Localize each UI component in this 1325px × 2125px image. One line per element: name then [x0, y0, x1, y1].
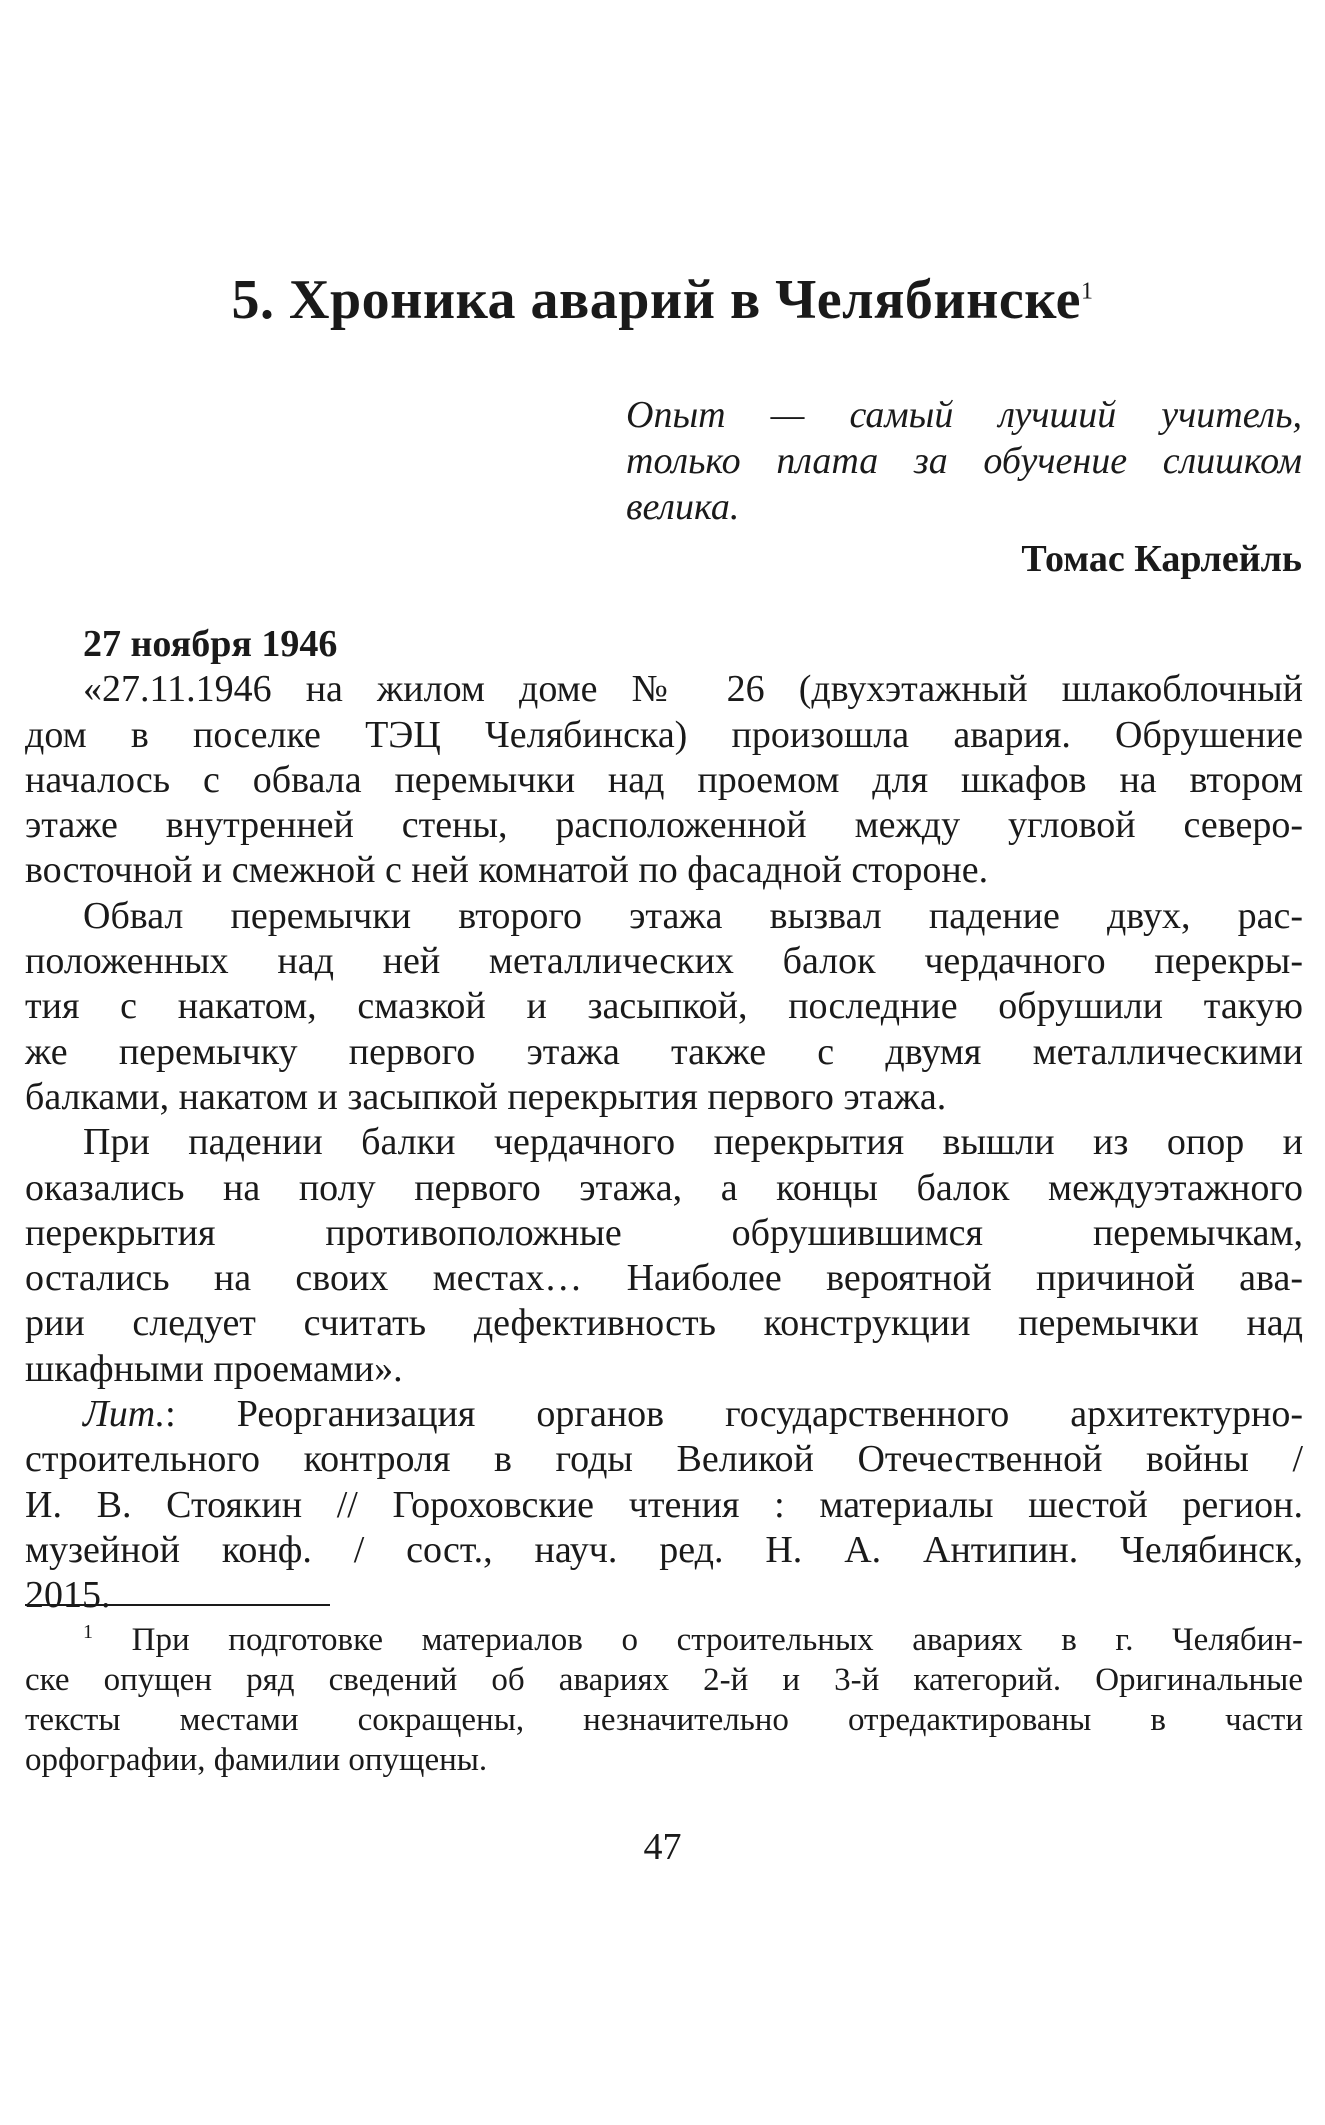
body-line: оказались на полу первого этажа, а концы балок междуэтажного [25, 1166, 1303, 1209]
footnote-ref: 1 [1080, 278, 1094, 305]
epigraph-line: велика. [626, 486, 740, 528]
chapter-title [0, 265, 1325, 335]
literature-label: Лит. [83, 1393, 166, 1436]
chapter-title-text: 5. Хроника аварий в Челябинске [231, 269, 1081, 331]
body-line: началось с обвала перемычки над проемом для шкафов на втором [25, 758, 1303, 801]
page-number: 47 [643, 1826, 682, 1868]
body-line: остались на своих местах… Наиболее вероятной причиной ава- [25, 1257, 1303, 1300]
epigraph-line: Опыт — самый лучший учитель, [626, 394, 1302, 436]
literature-line: строительного контроля в годы Великой Отечественной войны / [25, 1438, 1303, 1481]
body-line: рии следует считать дефективность конструкции перемычки над [25, 1302, 1303, 1345]
body-line: этаже внутренней стены, расположенной между угловой северо- [25, 804, 1303, 847]
body-line: «27.11.1946 на жилом доме № 26 (двухэтажный шлакоблочный [83, 668, 1303, 711]
footnote-divider [25, 1604, 330, 1606]
body-line: Обвал перемычки второго этажа вызвал падение двух, рас- [83, 894, 1303, 937]
body-line: При падении балки чердачного перекрытия вышли из опор и [83, 1121, 1303, 1164]
body-line: перекрытия противоположные обрушившимся перемычкам, [25, 1211, 1303, 1254]
body-line: восточной и смежной с ней комнатой по фасадной стороне. [25, 849, 989, 892]
footnote-text: При подготовке материалов о строительных авариях в г. Челябин- [93, 1622, 1303, 1658]
body-line: балками, накатом и засыпкой перекрытия первого этажа. [25, 1075, 947, 1118]
literature-line [25, 1392, 1303, 1437]
literature-line: 2015. [25, 1574, 111, 1617]
footnote-line: орфографии, фамилии опущены. [25, 1742, 488, 1778]
footnote-line: тексты местами сокращены, незначительно отредактированы в части [25, 1702, 1303, 1738]
body-line: тия с накатом, смазкой и засыпкой, последние обрушили такую [25, 985, 1303, 1028]
literature-text: : Реорганизация органов государственного архитектурно- [165, 1393, 1303, 1436]
footnote-line: ске опущен ряд сведений об авариях 2-й и 3-й категорий. Оригинальные [25, 1662, 1303, 1698]
body-line: же перемычку первого этажа также с двумя металлическими [25, 1030, 1303, 1073]
epigraph-line: только плата за обучение слишком [626, 440, 1302, 482]
footnote-marker: 1 [83, 1621, 93, 1643]
literature-line: музейной конф. / сост., науч. ред. Н. А. Антипин. Челябинск, [25, 1528, 1303, 1571]
body-line: положенных над ней металлических балок чердачного перекры- [25, 940, 1303, 983]
footnote-line [25, 1620, 1303, 1660]
literature-line: И. В. Стоякин // Гороховские чтения : материалы шестой регион. [25, 1483, 1303, 1526]
body-line: дом в поселке ТЭЦ Челябинска) произошла авария. Обрушение [25, 713, 1303, 756]
footnote [25, 1620, 1303, 1780]
epigraph [626, 392, 1302, 582]
body-line: шкафными проемами». [25, 1347, 403, 1390]
epigraph-author: Томас Карлейль [1021, 538, 1302, 580]
entry-body [25, 622, 1303, 1619]
entry-date: 27 ноября 1946 [83, 623, 338, 665]
